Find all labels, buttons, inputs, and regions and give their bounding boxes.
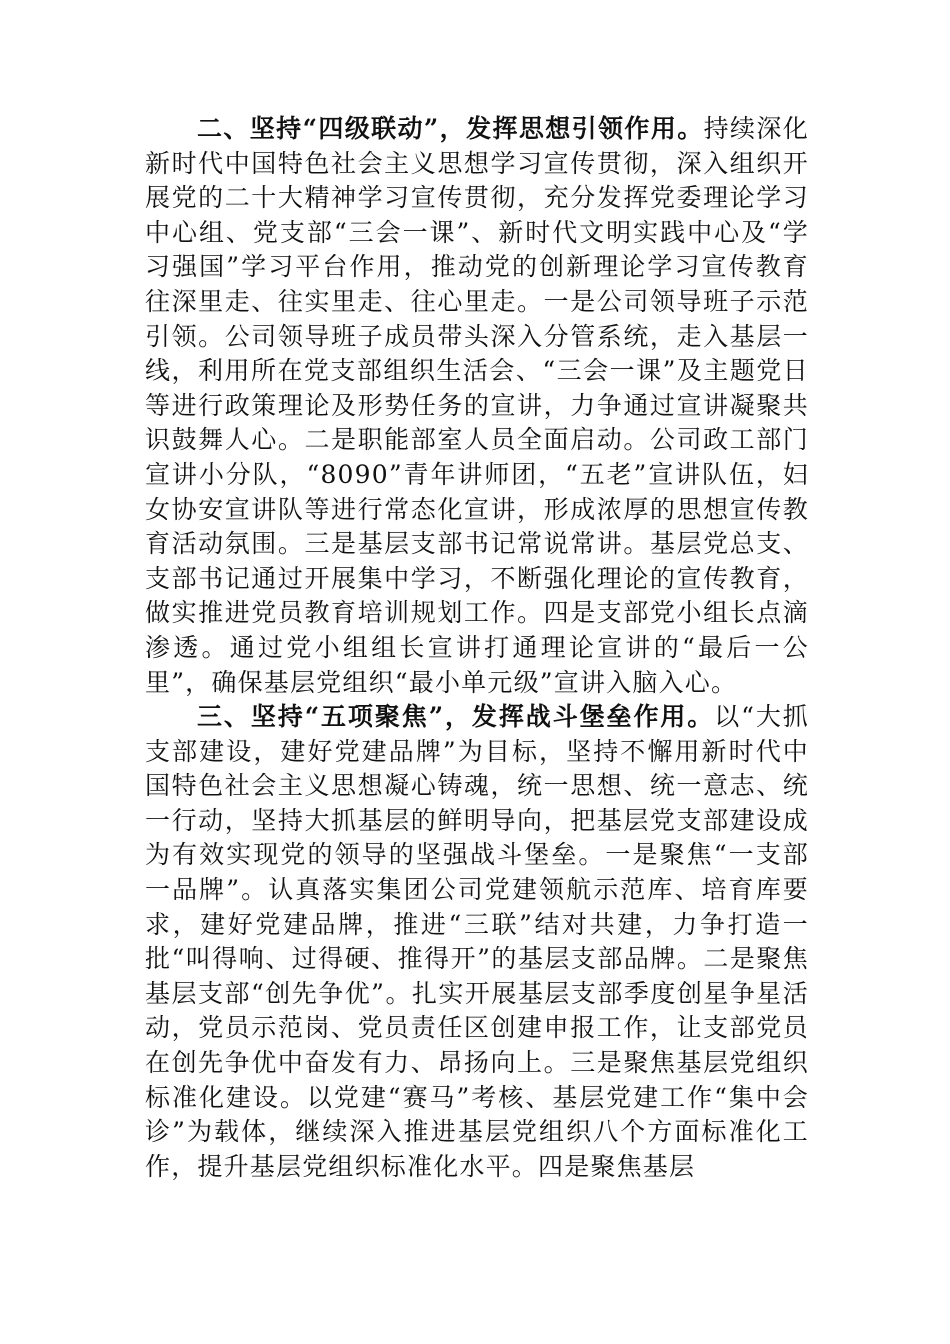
document-body — [145, 112, 809, 1184]
paragraph-2 — [145, 112, 809, 700]
paragraph-3-heading: 三、坚持“五项聚焦”，发挥战斗堡垒作用。 — [197, 702, 715, 732]
paragraph-2-text: 持续深化新时代中国特色社会主义思想学习宣传贯彻，深入组织开展党的二十大精神学习宣传贯彻，充分发挥党委理论学习中心组、党支部“三会一课”、新时代文明实践中心及“学习强国”学习平台作用，推动党的创新理论学习宣传教育往深里走、往实里走、往心里走。一是公司领导班子示范引领。公司领导班子成员带头深入分管系统，走入基层一线，利用所在党支部组织生活会、“三会一课”及主题党日等进行政策理论及形势任务的宣讲，力争通过宣讲凝聚共识鼓舞人心。二是职能部室人员全面启动。公司政工部门宣讲小分队，“8090”青年讲师团，“五老”宣讲队伍，妇女协安宣讲队等进行常态化宣讲，形成浓厚的思想宣传教育活动氛围。三是基层支部书记常说常讲。基层党总支、支部书记通过开展集中学习，不断强化理论的宣传教育，做实推进党员教育培训规划工作。四是支部党小组长点滴渗透。通过党小组组长宣讲打通理论宣讲的“最后一公里”，确保基层党组织“最小单元级”宣讲入脑入心。 — [145, 114, 809, 697]
paragraph-2-heading: 二、坚持“四级联动”，发挥思想引领作用。 — [197, 114, 704, 143]
paragraph-3-text: 以“大抓支部建设，建好党建品牌”为目标，坚持不懈用新时代中国特色社会主义思想凝心铸魂，统一思想、统一意志、统一行动，坚持大抓基层的鲜明导向，把基层党支部建设成为有效实现党的领导的坚强战斗堡垒。一是聚焦“一支部一品牌”。认真落实集团公司党建领航示范库、培育库要求，建好党建品牌，推进“三联”结对共建，力争打造一批“叫得响、过得硬、推得开”的基层支部品牌。二是聚焦基层支部“创先争优”。扎实开展基层支部季度创星争星活动，党员示范岗、党员责任区创建申报工作，让支部党员在创先争优中奋发有力、昂扬向上。三是聚焦基层党组织标准化建设。以党建“赛马”考核、基层党建工作“集中会诊”为载体，继续深入推进基层党组织八个方面标准化工作，提升基层党组织标准化水平。四是聚焦基层 — [145, 702, 809, 1181]
paragraph-3 — [145, 700, 809, 1184]
